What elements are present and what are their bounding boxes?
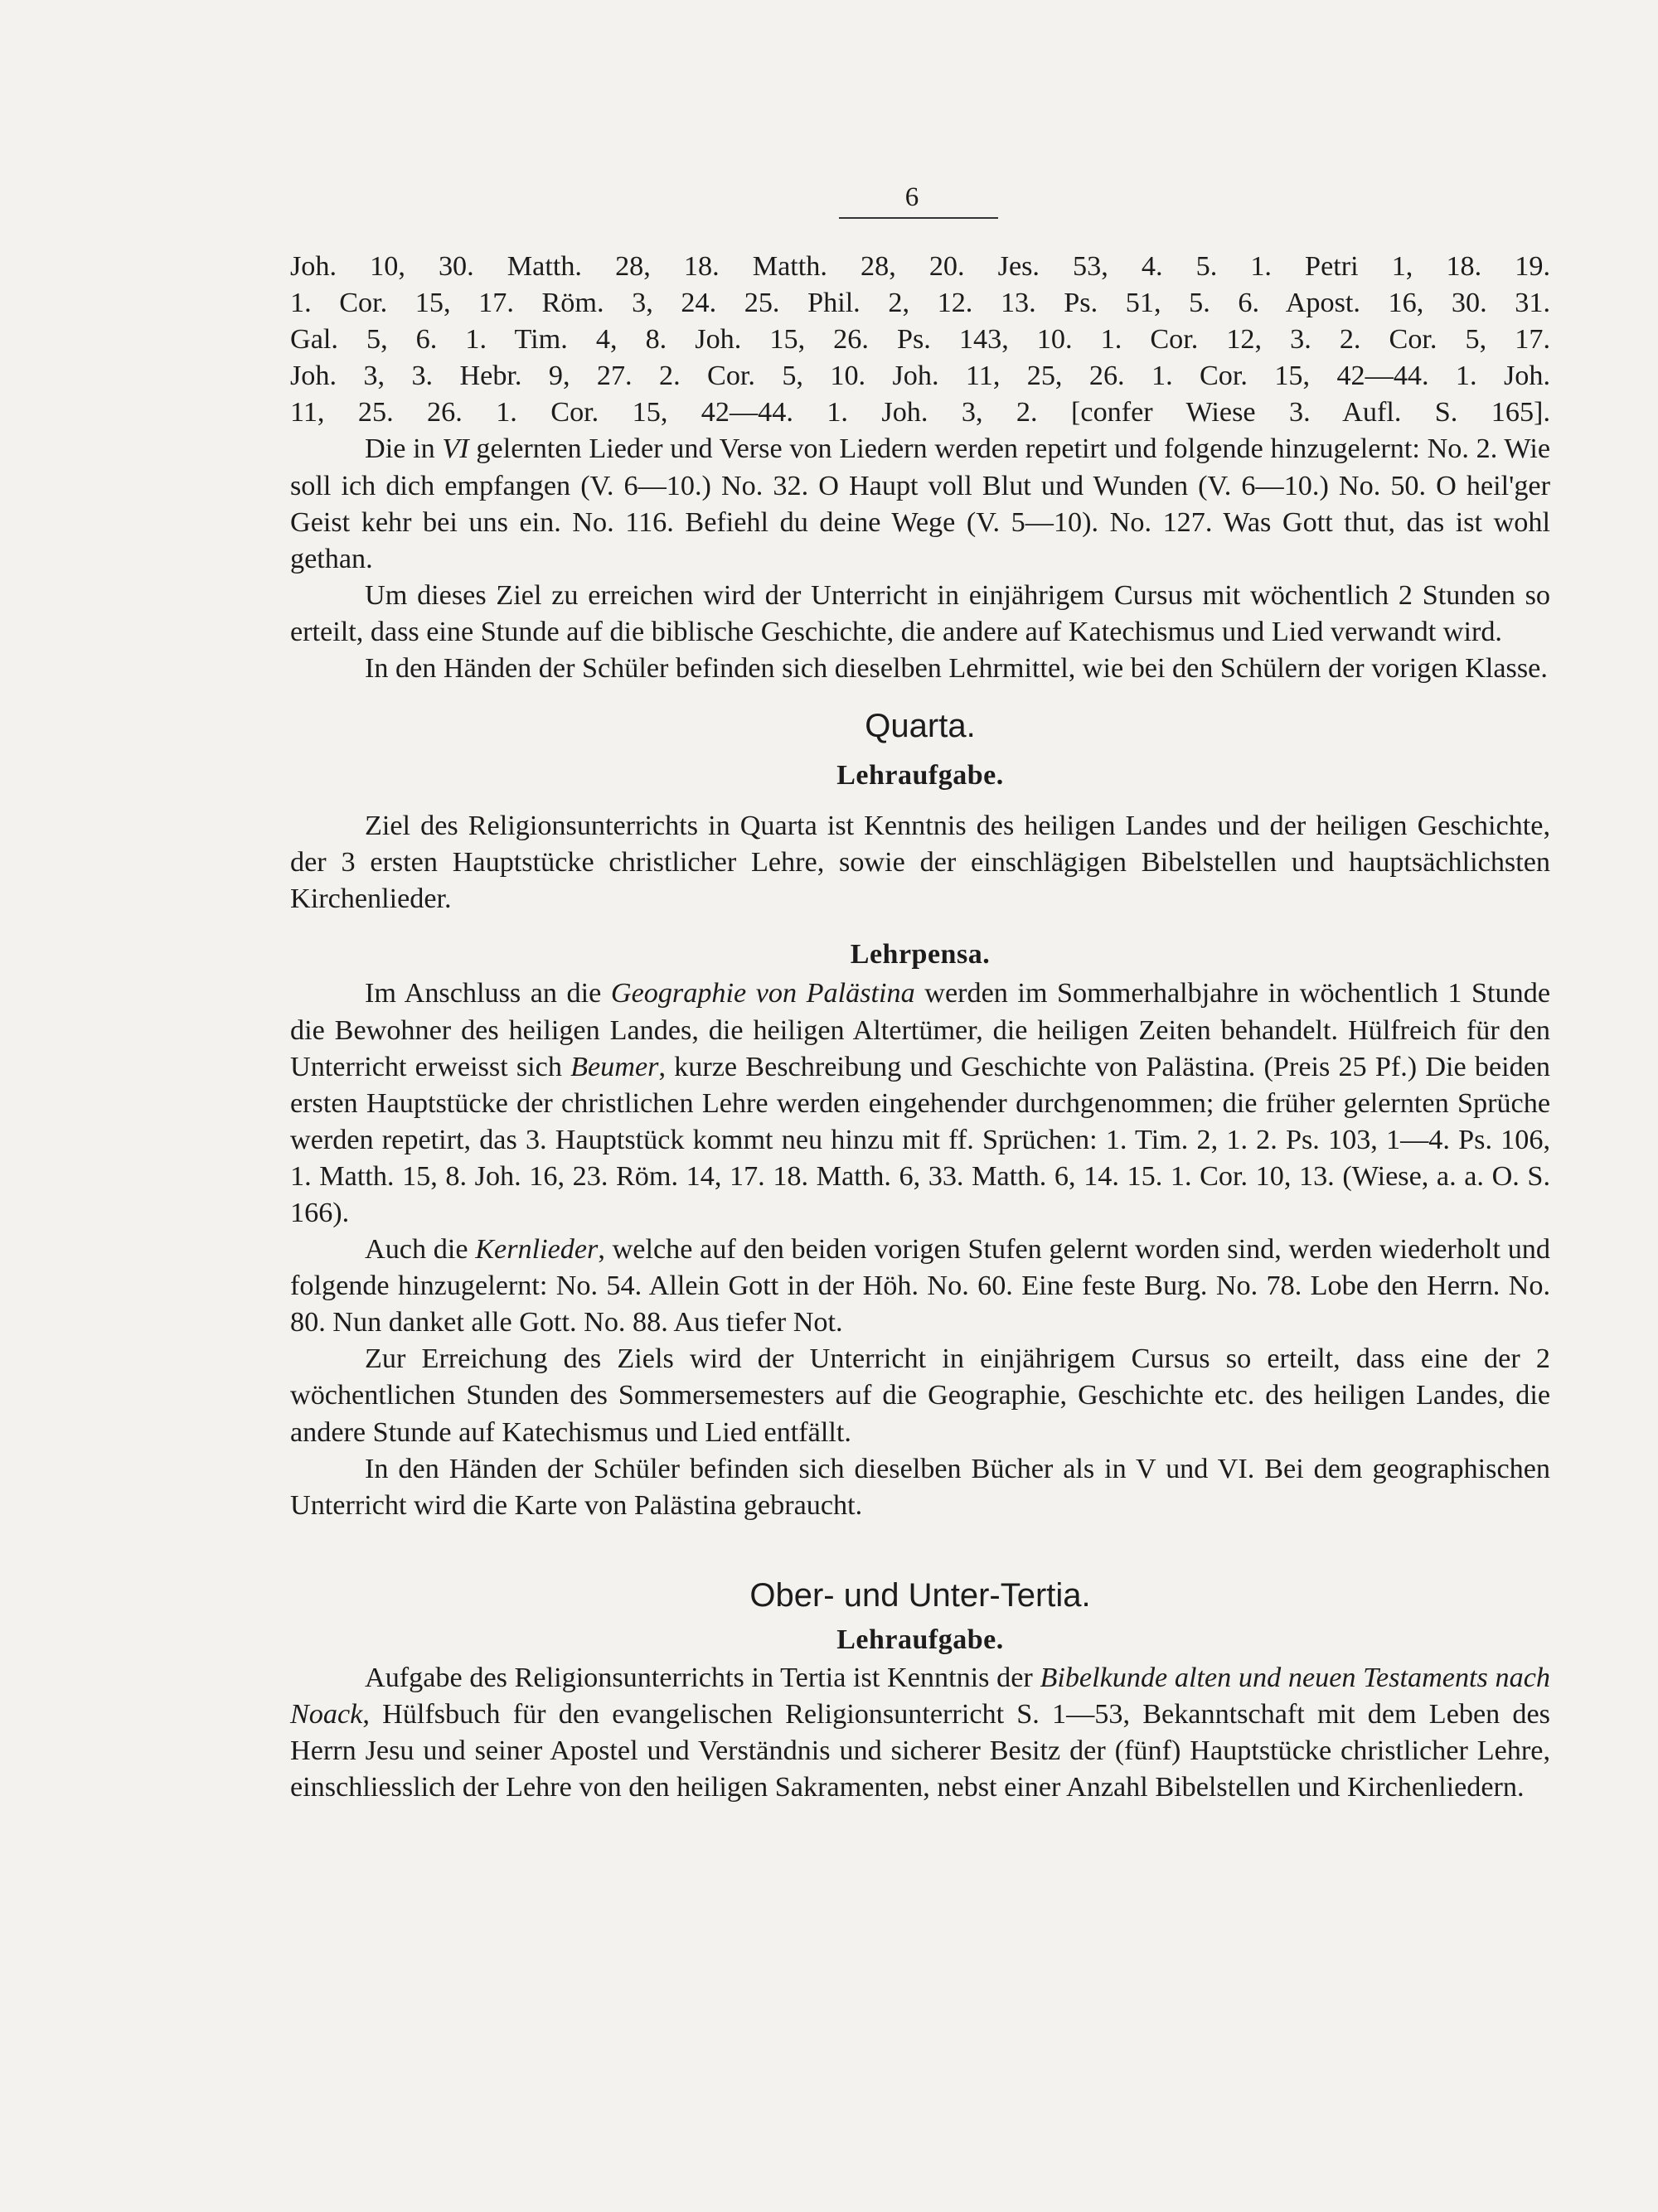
text-run: , Hülfsbuch für den evangelischen Religionsunterricht S. 1—53, Bekanntschaft mit dem Leben des Herrn Jesu und seiner Apostel und Verständnis und sicherer Besitz der (fünf) Hauptstücke christlicher Lehre, einschliesslich der Lehre von den heiligen Sakramenten, nebst einer Anzahl Bibelstellen und Kirchenliedern. (290, 1698, 1550, 1803)
page-body (290, 249, 1550, 1806)
paragraph-lehrpensa (290, 975, 1550, 1232)
text-run: Auch die (365, 1234, 476, 1266)
verse-line: 11, 25. 26. 1. Cor. 15, 42—44. 1. Joh. 3, 2. [confer Wiese 3. Aufl. S. 165]. (290, 397, 1550, 428)
paragraph-kernlieder (290, 1232, 1550, 1341)
bible-verse-list (290, 249, 1550, 431)
text-run: Im Anschluss an die (365, 978, 611, 1009)
header-rule (839, 217, 998, 219)
verse-line: 1. Cor. 15, 17. Röm. 3, 24. 25. Phil. 2, 12. 13. Ps. 51, 5. 6. Apost. 16, 30. 31. (290, 288, 1550, 319)
paragraph-buecher: In den Händen der Schüler befinden sich dieselben Bücher als in V und VI. Bei dem geographischen Unterricht wird die Karte von Palästina gebraucht. (290, 1453, 1550, 1521)
subheading-lehraufgabe: Lehraufgabe. (836, 760, 1004, 791)
text-run: Aufgabe des Religionsunterrichts in Tertia ist Kenntnis der (365, 1662, 1040, 1693)
page-number: 6 (904, 182, 919, 212)
verse-line: Gal. 5, 6. 1. Tim. 4, 8. Joh. 15, 26. Ps. 143, 10. 1. Cor. 12, 3. 2. Cor. 5, 17. (290, 324, 1550, 356)
paragraph-erreichung: Zur Erreichung des Ziels wird der Unterricht in einjährigem Cursus so erteilt, dass eine der 2 wöchentlichen Stunden des Sommersemesters auf die Geographie, Geschichte etc. des heiligen Landes, die andere Stunde auf Katechismus und Lied entfällt. (290, 1343, 1550, 1448)
text-run-italic: VI (442, 433, 469, 465)
text-run: Die in (365, 433, 443, 465)
text-run: werden im Sommerhalbjahre in wöchentlich 1 Stunde die Bewohner des heiligen Landes, die heiligen Altertümer, die heiligen Zeiten behandelt. Hülfreich für den Unterricht erweisst sich (290, 978, 1550, 1082)
text-run-italic: Bibelkunde alten und neuen Testaments nach Noack (290, 1662, 1550, 1730)
text-run: , welche auf den beiden vorigen Stufen gelernt worden sind, werden wiederholt und folgende hinzugelernt: No. 54. Allein Gott in der Höh. No. 60. Eine feste Burg. No. 78. Lobe den Herrn. No. 80. Nun danket alle Gott. No. 88. Aus tiefer Not. (290, 1234, 1550, 1338)
paragraph-ziel: Um dieses Ziel zu erreichen wird der Unterricht in einjährigem Cursus mit wöchentlich 2 Stunden so erteilt, dass eine Stunde auf die biblische Geschichte, die andere auf Katechismus und Lied verwandt wird. (290, 579, 1550, 647)
text-run-italic: Kernlieder (475, 1234, 599, 1266)
paragraph-lieder (290, 431, 1550, 577)
text-run-italic: Beumer (570, 1051, 659, 1082)
section-title-tertia: Ober- und Unter-Tertia. (749, 1576, 1091, 1614)
verse-line: Joh. 10, 30. Matth. 28, 18. Matth. 28, 20. Jes. 53, 4. 5. 1. Petri 1, 18. 19. (290, 251, 1550, 282)
text-run-italic: Geographie von Palästina (610, 978, 915, 1009)
verse-line: Joh. 3, 3. Hebr. 9, 27. 2. Cor. 5, 10. Joh. 11, 25, 26. 1. Cor. 15, 42—44. 1. Joh. (290, 361, 1550, 392)
text-run: , kurze Beschreibung und Geschichte von Palästina. (Preis 25 Pf.) Die beiden ersten Hauptstücke der christlichen Lehre werden eingehender durchgenommen; die früher gelernten Sprüche werden repetirt, das 3. Hauptstück kommt neu hinzu mit ff. Sprüchen: 1. Tim. 2, 1. 2. Ps. 103, 1—4. Ps. 106, 1. Matth. 15, 8. Joh. 16, 23. Röm. 14, 17. 18. Matth. 6, 33. Matth. 6, 14. 15. 1. Cor. 10, 13. (Wiese, a. a. O. S. 166). (290, 1051, 1550, 1228)
subheading-lehraufgabe-tertia: Lehraufgabe. (836, 1624, 1004, 1655)
paragraph-quarta-ziel: Ziel des Religionsunterrichts in Quarta ist Kenntnis des heiligen Landes und der heiligen Geschichte, der 3 ersten Hauptstücke christlicher Lehre, sowie der einschlägigen Bibelstellen und hauptsächlichsten Kirchenlieder. (290, 811, 1550, 915)
text-run: gelernten Lieder und Verse von Liedern werden repetirt und folgende hinzugelernt: No. 2. Wie soll ich dich empfangen (V. 6—10.) No. 32. O Haupt voll Blut und Wunden (V. 6—10.) No. 50. O heil'ger Geist kehr bei uns ein. No. 116. Befiehl du deine Wege (V. 5—10). No. 127. Was Gott thut, das ist wohl gethan. (290, 433, 1550, 574)
paragraph-tertia-aufgabe (290, 1660, 1550, 1806)
subheading-lehrpensa: Lehrpensa. (850, 939, 991, 970)
section-title-quarta: Quarta. (865, 708, 976, 745)
paragraph-lehrmittel: In den Händen der Schüler befinden sich dieselben Lehrmittel, wie bei den Schülern der vorigen Klasse. (365, 653, 1548, 685)
